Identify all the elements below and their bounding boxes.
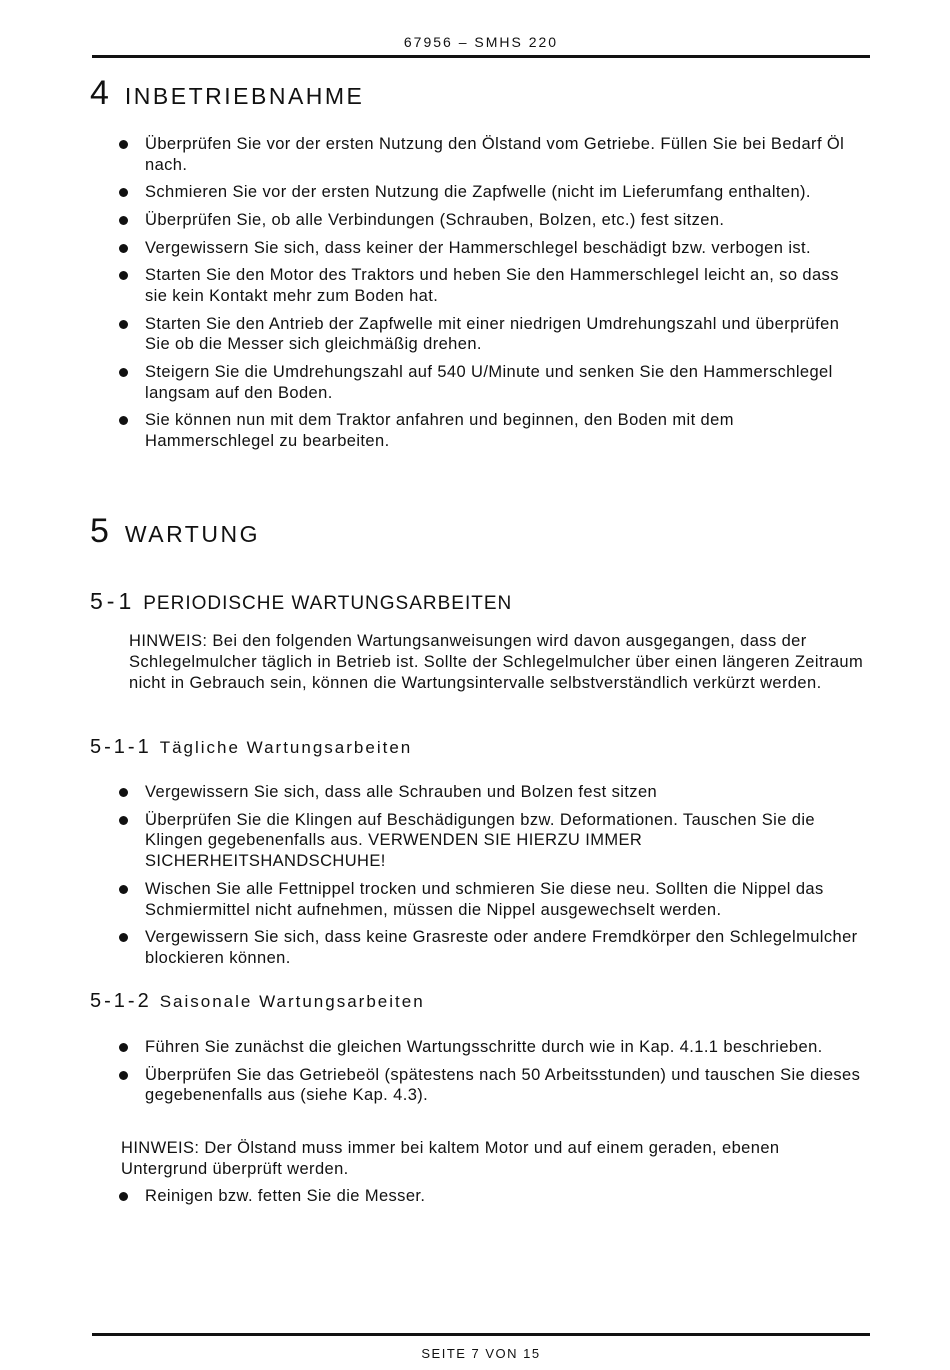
oil-level-note: HINWEIS: Der Ölstand muss immer bei kaltem Motor und auf einem geraden, ebenen Untergrund überprüft werden.	[121, 1139, 780, 1178]
daily-maintenance-list	[117, 782, 862, 976]
list-item: Reinigen bzw. fetten Sie die Messer.	[117, 1186, 862, 1207]
list-item: Führen Sie zunächst die gleichen Wartungsschritte durch wie in Kap. 4.1.1 beschrieben.	[117, 1037, 862, 1058]
list-item: Schmieren Sie vor der ersten Nutzung die Zapfwelle (nicht im Lieferumfang enthalten).	[117, 182, 862, 203]
list-item: Starten Sie den Antrieb der Zapfwelle mit einer niedrigen Umdrehungszahl und überprüfen Sie ob die Messer sich gleichmäßig drehen.	[117, 314, 862, 356]
list-item: Vergewissern Sie sich, dass alle Schrauben und Bolzen fest sitzen	[117, 782, 862, 803]
bullet-icon	[119, 416, 128, 425]
subsection-number: 5-1-2	[90, 990, 152, 1012]
section-number: 5	[90, 512, 109, 550]
document-id: 67956 – SMHS 220	[403, 34, 559, 50]
bullet-icon	[119, 140, 128, 149]
page-number: SEITE 7 VON 15	[421, 1346, 541, 1361]
bullet-icon	[119, 1192, 128, 1201]
bullet-icon	[119, 188, 128, 197]
bullet-icon	[119, 244, 128, 253]
list-item: Überprüfen Sie vor der ersten Nutzung den Ölstand vom Getriebe. Füllen Sie bei Bedarf Öl nach.	[117, 134, 862, 176]
list-item: Überprüfen Sie, ob alle Verbindungen (Schrauben, Bolzen, etc.) fest sitzen.	[117, 210, 862, 231]
bullet-icon	[119, 216, 128, 225]
bullet-icon	[119, 788, 128, 797]
subsection-title: PERIODISCHE WARTUNGSARBEITEN	[143, 593, 513, 614]
list-item: Vergewissern Sie sich, dass keiner der Hammerschlegel beschädigt bzw. verbogen ist.	[117, 238, 862, 259]
seasonal-maintenance-list	[117, 1037, 862, 1113]
bullet-icon	[119, 1043, 128, 1052]
bullet-icon	[119, 368, 128, 377]
maintenance-note: HINWEIS: Bei den folgenden Wartungsanweisungen wird davon ausgegangen, dass der Schlegelmulcher täglich in Betrieb ist. Sollte der Schlegelmulcher über einen längeren Zeitraum nicht in Gebrauch sein, können die Wartungsintervalle selbstverständlich verkürzt werden.	[129, 632, 864, 692]
bullet-icon	[119, 816, 128, 825]
header-rule	[92, 55, 870, 58]
bullet-icon	[119, 320, 128, 329]
commissioning-list	[117, 134, 862, 459]
subsection-title: Saisonale Wartungsarbeiten	[159, 992, 425, 1011]
section-title: INBETRIEBNAHME	[124, 83, 365, 109]
subsection-number: 5-1-1	[90, 736, 152, 758]
subsection-number: 5-1	[90, 588, 136, 614]
bullet-icon	[119, 933, 128, 942]
bullet-icon	[119, 271, 128, 280]
subsection-title: Tägliche Wartungsarbeiten	[159, 738, 413, 757]
section-title: WARTUNG	[124, 521, 260, 547]
list-item: Sie können nun mit dem Traktor anfahren und beginnen, den Boden mit dem Hammerschlegel zu bearbeiten.	[117, 410, 862, 452]
subsection-5-1-1-heading	[90, 736, 412, 759]
subsection-5-1-heading	[90, 588, 512, 615]
list-item: Starten Sie den Motor des Traktors und heben Sie den Hammerschlegel leicht an, so dass sie kein Kontakt mehr zum Boden hat.	[117, 265, 862, 307]
seasonal-maintenance-list-2	[117, 1186, 862, 1214]
bullet-icon	[119, 1071, 128, 1080]
footer-rule	[92, 1333, 870, 1336]
list-item: Überprüfen Sie die Klingen auf Beschädigungen bzw. Deformationen. Tauschen Sie die Klingen gegebenenfalls aus. VERWENDEN SIE HIERZU IMMER SICHERHEITSHANDSCHUHE!	[117, 810, 862, 872]
bullet-icon	[119, 885, 128, 894]
section-5-heading	[90, 512, 260, 551]
section-4-heading	[90, 74, 364, 113]
list-item: Überprüfen Sie das Getriebeöl (spätestens nach 50 Arbeitsstunden) und tauschen Sie dieses gegebenenfalls aus (siehe Kap. 4.3).	[117, 1065, 862, 1107]
section-number: 4	[90, 74, 109, 112]
list-item: Wischen Sie alle Fettnippel trocken und schmieren Sie diese neu. Sollten die Nippel das Schmiermittel nicht aufnehmen, müssen die Nippel ausgewechselt werden.	[117, 879, 862, 921]
list-item: Steigern Sie die Umdrehungszahl auf 540 U/Minute und senken Sie den Hammerschlegel langsam auf den Boden.	[117, 362, 862, 404]
list-item: Vergewissern Sie sich, dass keine Grasreste oder andere Fremdkörper den Schlegelmulcher blockieren können.	[117, 927, 862, 969]
subsection-5-1-2-heading	[90, 990, 425, 1013]
